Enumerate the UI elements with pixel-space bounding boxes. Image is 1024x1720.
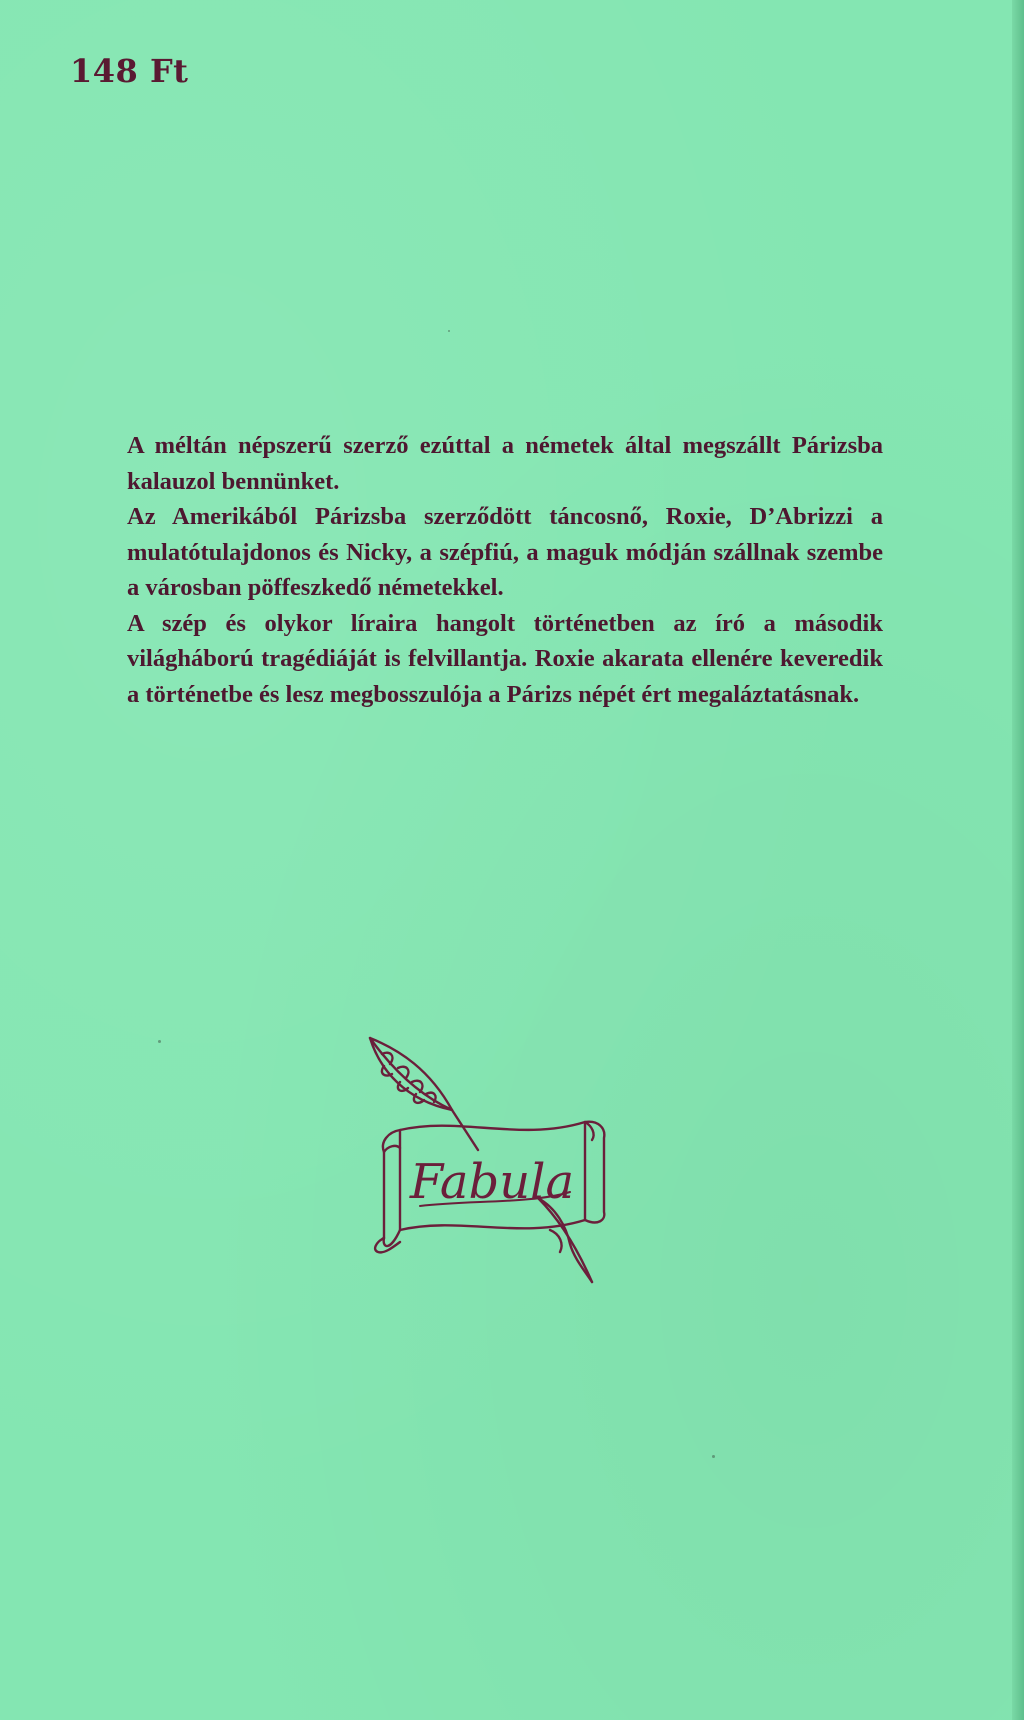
blurb-paragraph: A szép és olykor líraira hangolt történetben az író a második világháború tragédiáját is felvillantja. Roxie akarata ellenére keveredik a történetbe és lesz megbosszulója a Párizs népét ért megaláztatásnak. (127, 609, 883, 708)
paper-speck (448, 330, 450, 332)
blurb-paragraph: Az Amerikából Párizsba szerződött táncosnő, Roxie, D’Abrizzi a mulatótulajdonos és Nicky, a szépfiú, a maguk módján szállnak szembe a városban pöffeszkedő németekkel. (127, 503, 883, 601)
blurb-paragraph: A méltán népszerű szerző ezúttal a németek által megszállt Párizsba kalauzol bennünket. (127, 432, 883, 495)
blurb-text (127, 428, 883, 712)
logo-text: Fabula (409, 1154, 575, 1210)
cover-edge (1012, 0, 1024, 1720)
quill-scroll-icon (360, 1030, 640, 1300)
paper-speck (712, 1455, 715, 1458)
paper-speck (158, 1040, 161, 1043)
price-label: 148 Ft (70, 52, 189, 90)
